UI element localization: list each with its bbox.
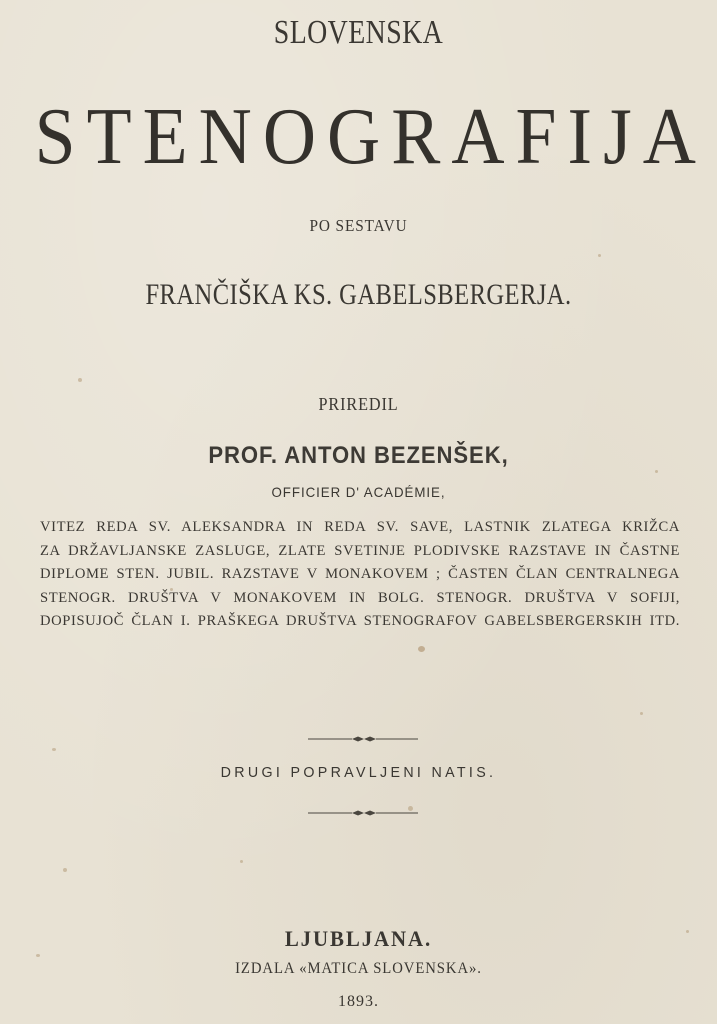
honors-line: DIPLOME STEN. JUBIL. RAZSTAVE V MONAKOVEM ; ČASTEN ČLAN CENTRALNEGA	[40, 566, 680, 582]
ornament-divider-top	[308, 735, 418, 743]
editor-title: OFFICIER D' ACADÉMIE,	[271, 484, 446, 500]
honors-line: ZA DRŽAVLJANSKE ZASLUGE, ZLATE SVETINJE PLODIVSKE RAZSTAVE IN ČASTNE	[40, 542, 680, 559]
honors-line: DOPISUJOČ ČLAN I. PRAŠKEGA DRUŠTVA STENOGRAFOV GABELSBERGERSKIH ITD.	[40, 613, 680, 629]
editor-name: PROF. ANTON BEZENŠEK,	[208, 442, 509, 469]
title-line-1: SLOVENSKA	[273, 14, 444, 51]
edited-by-label: PRIREDIL	[318, 394, 399, 414]
honors-line: STENOGR. DRUŠTVA V MONAKOVEM IN BOLG. STENOGR. DRUŠTVA V SOFIJI,	[40, 589, 680, 606]
honors-line: VITEZ REDA SV. ALEKSANDRA IN REDA SV. SAVE, LASTNIK ZLATEGA KRIŽCA	[40, 519, 680, 535]
publication-year: 1893.	[338, 993, 379, 1010]
paper-speck	[52, 748, 56, 751]
original-author: FRANČIŠKA KS. GABELSBERGERJA.	[145, 278, 572, 311]
subtitle-intro: PO SESTAVU	[309, 216, 408, 235]
paper-speck	[240, 860, 243, 863]
paper-speck	[63, 868, 67, 872]
ornament-divider-bottom	[308, 809, 418, 817]
paper-speck	[36, 954, 40, 957]
paper-speck	[78, 378, 82, 382]
editor-honors	[40, 516, 680, 634]
publication-city: LJUBLJANA.	[284, 926, 433, 951]
paper-speck	[640, 712, 643, 715]
paper-speck	[655, 470, 658, 473]
paper-speck	[598, 254, 601, 257]
edition-statement: DRUGI POPRAVLJENI NATIS.	[220, 764, 497, 781]
title-line-2: STENOGRAFIJA	[34, 93, 707, 181]
publisher: IZDALA «MATICA SLOVENSKA».	[235, 960, 482, 977]
paper-speck	[418, 646, 425, 652]
